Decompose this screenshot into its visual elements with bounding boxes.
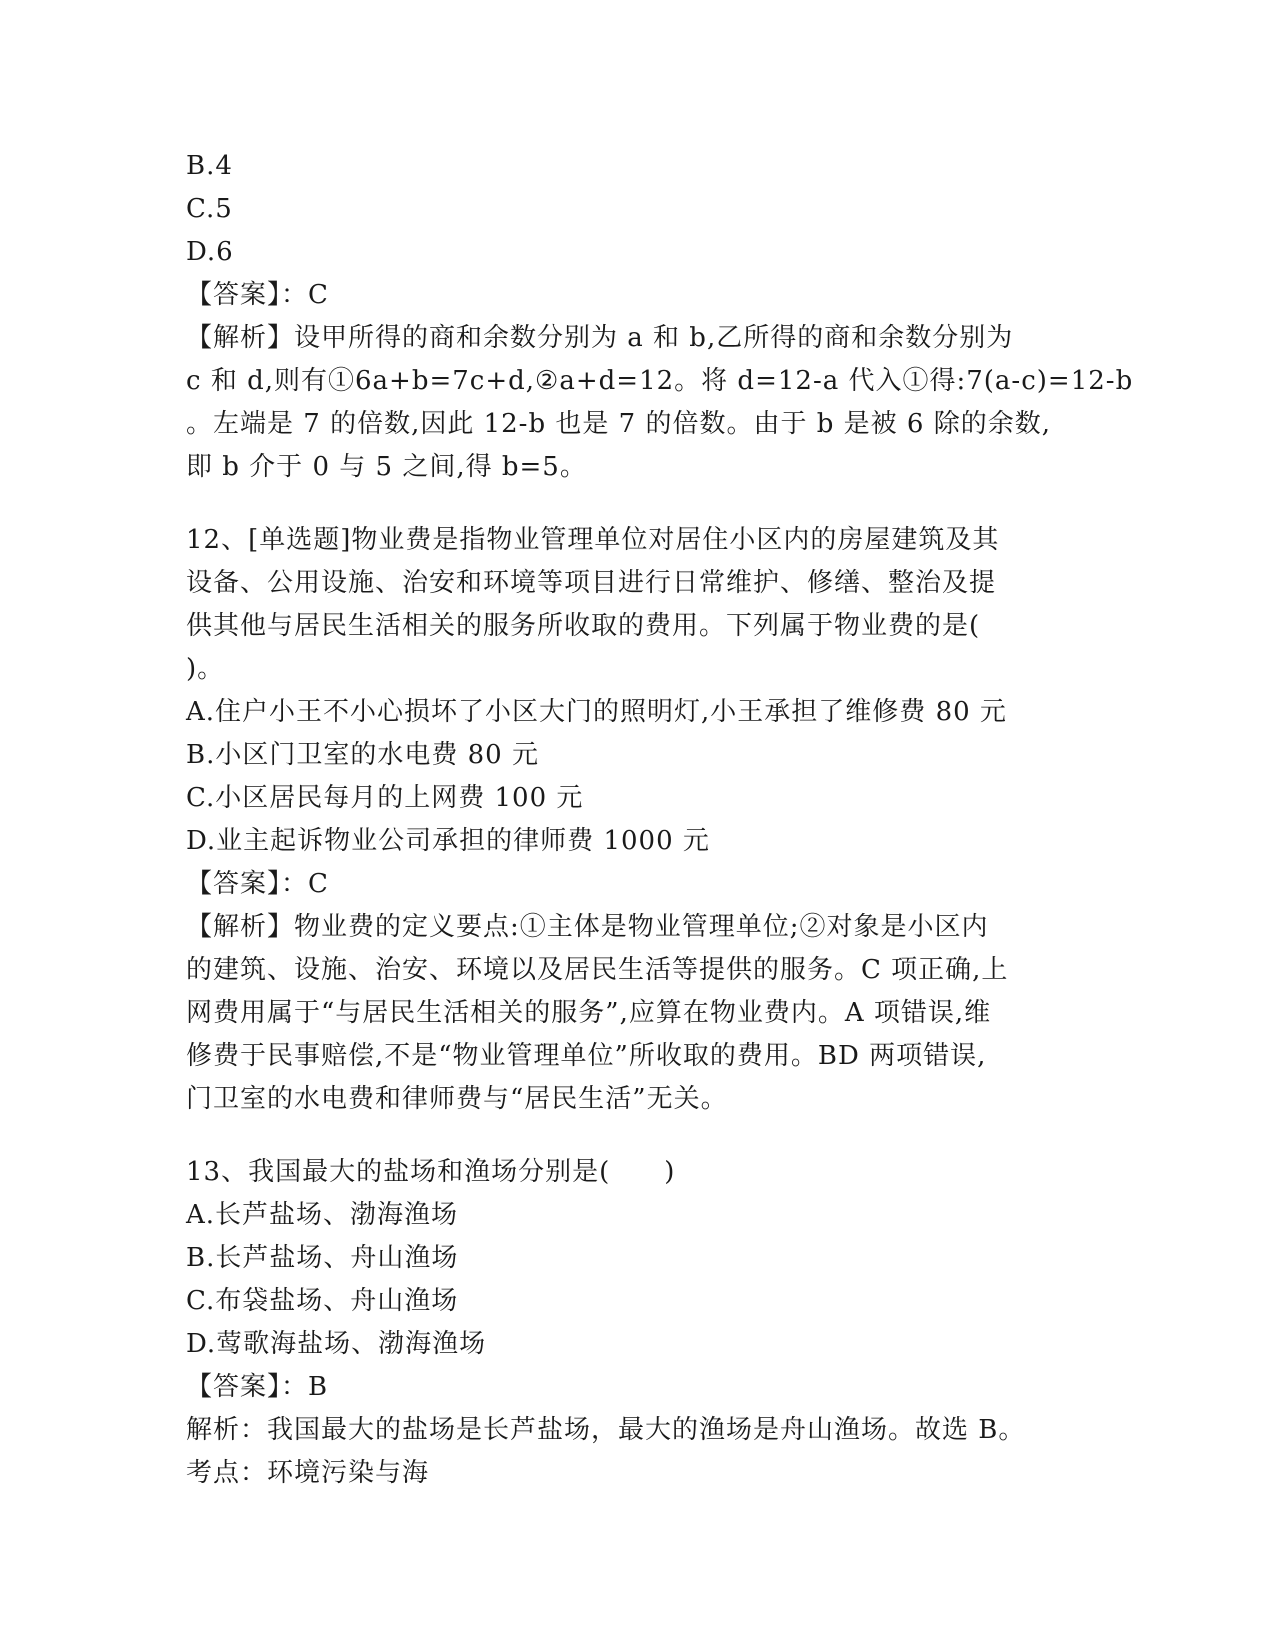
spacer [186, 489, 1086, 519]
analysis-line: 门卫室的水电费和律师费与“居民生活”无关。 [186, 1084, 728, 1114]
question-stem-line: 供其他与居民生活相关的服务所收取的费用。下列属于物业费的是( [186, 611, 981, 641]
option-a: A.长芦盐场、渤海渔场 [186, 1200, 459, 1230]
question-stem-line: 设备、公用设施、治安和环境等项目进行日常维护、修缮、整治及提 [186, 568, 997, 598]
option-b: B.小区门卫室的水电费 80 元 [186, 740, 539, 770]
analysis-line: 解析：我国最大的盐场是长芦盐场，最大的渔场是舟山渔场。故选 B。 [186, 1415, 1026, 1445]
question-12 [186, 519, 1086, 1121]
analysis-line: 【解析】物业费的定义要点:①主体是物业管理单位;②对象是小区内 [186, 912, 989, 942]
answer-line: 【答案】：C [186, 869, 329, 899]
question-11-tail [186, 145, 1134, 489]
option-d: D.业主起诉物业公司承担的律师费 1000 元 [186, 826, 710, 856]
spacer [186, 1121, 1086, 1151]
option-a: A.住户小王不小心损坏了小区大门的照明灯,小王承担了维修费 80 元 [186, 697, 1007, 727]
analysis-line: 修费于民事赔偿,不是“物业管理单位”所收取的费用。BD 两项错误, [186, 1041, 987, 1071]
analysis-line: 【解析】设甲所得的商和余数分别为 a 和 b,乙所得的商和余数分别为 [186, 323, 1014, 353]
analysis-line: 。左端是 7 的倍数,因此 12-b 也是 7 的倍数。由于 b 是被 6 除的余数, [186, 409, 1051, 439]
analysis-line: 网费用属于“与居民生活相关的服务”,应算在物业费内。A 项错误,维 [186, 998, 992, 1028]
analysis-line: 的建筑、设施、治安、环境以及居民生活等提供的服务。C 项正确,上 [186, 955, 1009, 985]
option-d: D.6 [186, 237, 234, 267]
question-stem-line: 13、我国最大的盐场和渔场分别是( ) [186, 1157, 676, 1187]
answer-line: 【答案】：B [186, 1372, 329, 1402]
option-d: D.莺歌海盐场、渤海渔场 [186, 1329, 487, 1359]
topic-line: 考点：环境污染与海 [186, 1458, 430, 1488]
option-c: C.小区居民每月的上网费 100 元 [186, 783, 584, 813]
option-c: C.5 [186, 194, 233, 224]
question-stem-line: )。 [186, 654, 225, 684]
analysis-line: c 和 d,则有①6a+b=7c+d,②a+d=12。将 d=12-a 代入①得:7(a-c)=12-b [186, 366, 1134, 396]
page-content [186, 145, 1134, 1495]
option-b: B.长芦盐场、舟山渔场 [186, 1243, 459, 1273]
question-stem-line: 12、[单选题]物业费是指物业管理单位对居住小区内的房屋建筑及其 [186, 525, 1000, 555]
option-b: B.4 [186, 151, 233, 181]
question-13 [186, 1151, 1086, 1495]
answer-line: 【答案】：C [186, 280, 329, 310]
option-c: C.布袋盐场、舟山渔场 [186, 1286, 459, 1316]
analysis-line: 即 b 介于 0 与 5 之间,得 b=5。 [186, 452, 587, 482]
